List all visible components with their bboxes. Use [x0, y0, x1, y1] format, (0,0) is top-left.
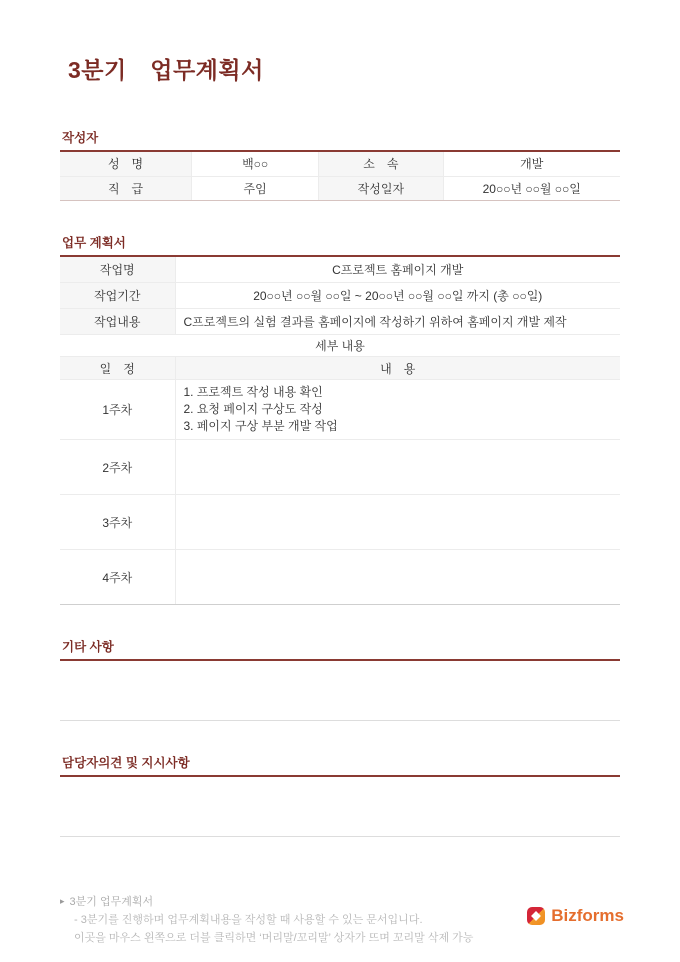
- week4-label: 4주차: [60, 550, 175, 605]
- week2-content[interactable]: [175, 440, 620, 495]
- week1-line: 2. 요청 페이지 구상도 작성: [183, 402, 323, 416]
- week1-content[interactable]: [175, 380, 620, 440]
- detail-subheader: 세부 내용: [60, 335, 620, 357]
- etc-section: [60, 637, 620, 721]
- name-label: 성 명: [60, 152, 192, 176]
- footer-note[interactable]: [60, 893, 473, 947]
- week2-label: 2주차: [60, 440, 175, 495]
- opinion-section-heading: 담당자의견 및 지시사항: [60, 753, 620, 777]
- schedule-column-header: 일 정: [60, 357, 175, 380]
- week-row: [60, 440, 620, 495]
- writer-section-heading: 작성자: [60, 128, 620, 152]
- week1-line: 1. 프로젝트 작성 내용 확인: [183, 385, 323, 399]
- table-row: [60, 152, 620, 176]
- task-detail-label: 작업내용: [60, 309, 175, 335]
- department-value: 개발: [443, 152, 620, 176]
- opinion-section: [60, 753, 620, 837]
- opinion-content-area[interactable]: [60, 777, 620, 837]
- bizforms-logo-icon: [527, 907, 545, 925]
- page-title: 3분기 업무계획서: [68, 57, 264, 83]
- plan-section-heading: 업무 계획서: [60, 233, 620, 257]
- week1-line: 3. 페이지 구상 부분 개발 작업: [183, 419, 338, 433]
- written-date-label: 작성일자: [319, 176, 443, 200]
- week-row: [60, 550, 620, 605]
- writer-section: [60, 128, 620, 201]
- task-detail-value: C프로젝트의 실험 결과를 홈페이지에 작성하기 위하여 홈페이지 개발 제작: [175, 309, 620, 335]
- week4-content[interactable]: [175, 550, 620, 605]
- writer-table: [60, 152, 620, 201]
- etc-content-area[interactable]: [60, 661, 620, 721]
- plan-table: [60, 257, 620, 606]
- bizforms-logo-text: Bizforms: [551, 906, 624, 925]
- table-row: [60, 176, 620, 200]
- week1-label: 1주차: [60, 380, 175, 440]
- footer-title-line: [60, 893, 473, 911]
- week-row: [60, 495, 620, 550]
- content-column-header: 내 용: [175, 357, 620, 380]
- week3-label: 3주차: [60, 495, 175, 550]
- table-row: [60, 357, 620, 380]
- bizforms-logo[interactable]: [527, 906, 624, 926]
- written-date-value: 20○○년 ○○월 ○○일: [443, 176, 620, 200]
- footer-description-line2: 이곳을 마우스 왼쪽으로 더블 클릭하면 ‘머리말/꼬리말’ 상자가 뜨며 꼬리말 삭제 가능: [74, 932, 474, 944]
- position-value: 주임: [192, 176, 319, 200]
- task-period-value: 20○○년 ○○월 ○○일 ~ 20○○년 ○○월 ○○일 까지 (총 ○○일): [175, 283, 620, 309]
- name-value: 백○○: [192, 152, 319, 176]
- task-name-label: 작업명: [60, 257, 175, 283]
- department-label: 소 속: [319, 152, 443, 176]
- task-name-value: C프로젝트 홈페이지 개발: [175, 257, 620, 283]
- page-footer: [60, 893, 624, 947]
- task-period-label: 작업기간: [60, 283, 175, 309]
- etc-section-heading: 기타 사항: [60, 637, 620, 661]
- table-row: [60, 257, 620, 283]
- table-row: [60, 309, 620, 335]
- position-label: 직 급: [60, 176, 192, 200]
- footer-doc-title: 3분기 업무계획서: [69, 896, 154, 908]
- table-row: [60, 335, 620, 357]
- footer-description-line1: - 3분기를 진행하며 업무계획내용을 작성할 때 사용할 수 있는 문서입니다.: [74, 914, 423, 926]
- plan-section: [60, 233, 620, 606]
- table-row: [60, 283, 620, 309]
- triangle-bullet-icon: ▸: [60, 896, 65, 906]
- week-row: [60, 380, 620, 440]
- week3-content[interactable]: [175, 495, 620, 550]
